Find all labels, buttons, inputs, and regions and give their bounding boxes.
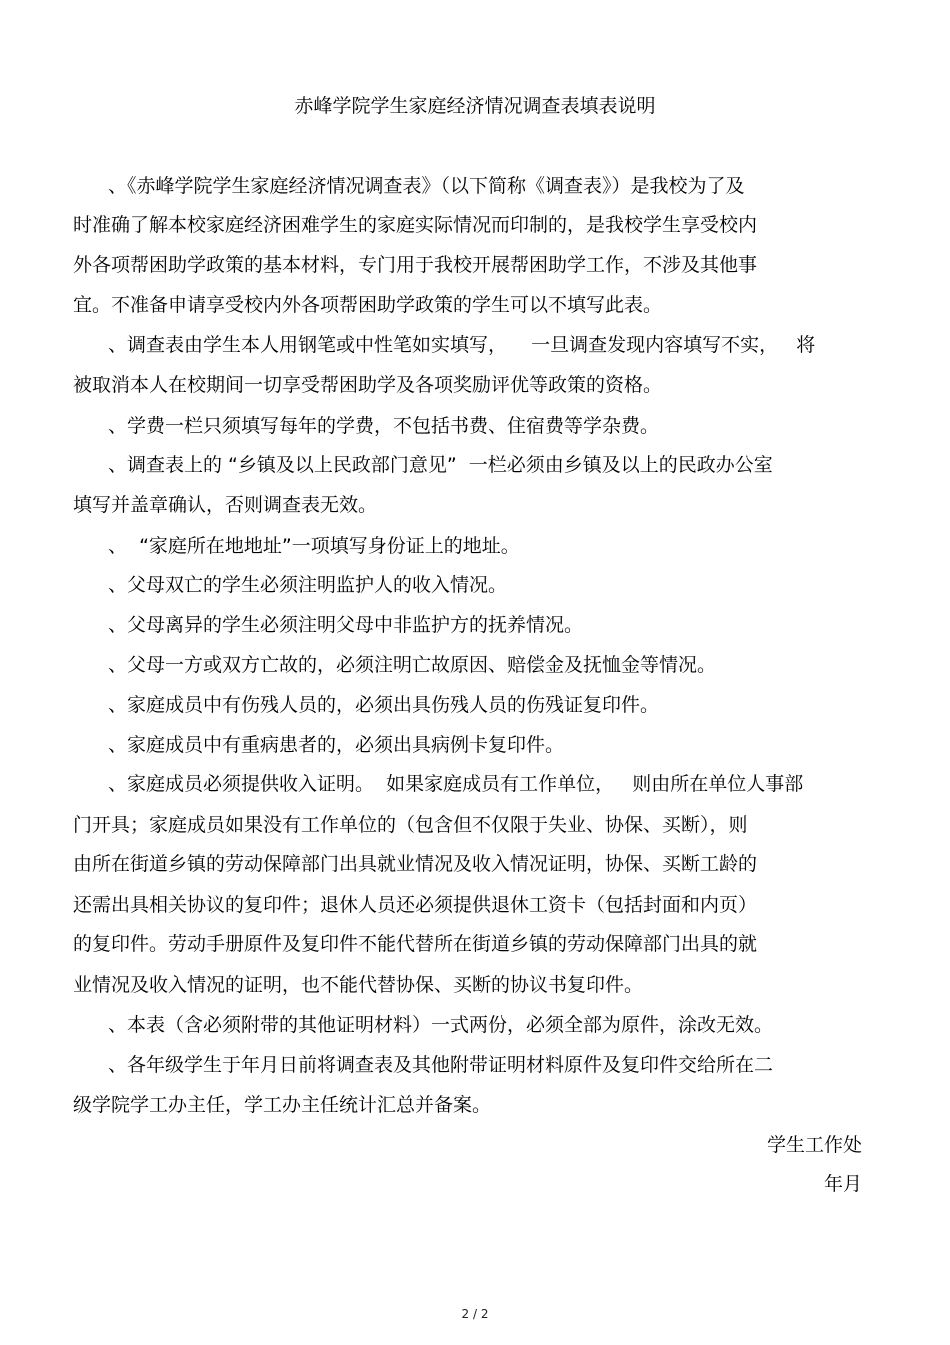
text-line: 填写并盖章确认，否则调查表无效。 — [73, 494, 378, 516]
text-line: 级学院学工办主任，学工办主任统计汇总并备案。 — [73, 1094, 492, 1116]
text-line: 、《赤峰学院学生家庭经济情况调查表》（以下简称《调查表》）是我校为了及 — [108, 175, 745, 197]
document-title: 赤峰学院学生家庭经济情况调查表填表说明 — [294, 95, 656, 117]
signature-date: 年月 — [823, 1173, 862, 1195]
text-line: 被取消本人在校期间一切享受帮困助学及各项奖励评优等政策的资格。 — [73, 374, 663, 396]
page-number: 2 / 2 — [461, 1307, 489, 1321]
text-line: 由所在街道乡镇的劳动保障部门出具就业情况及收入情况证明，协保、买断工龄的 — [73, 853, 758, 875]
text-line: 外各项帮困助学政策的基本材料，专门用于我校开展帮困助学工作，不涉及其他事 — [73, 254, 758, 276]
text-line: 、学费一栏只须填写每年的学费，不包括书费、住宿费等学杂费。 — [108, 415, 660, 437]
text-line: 、 “家庭所在地地址”一项填写身份证上的地址。 — [108, 535, 520, 557]
text-line: 、调查表上的 “乡镇及以上民政部门意见” 一栏必须由乡镇及以上的民政办公室 — [108, 454, 773, 476]
text-line: 、父母一方或双方亡故的，必须注明亡故原因、赔偿金及抚恤金等情况。 — [108, 654, 717, 676]
text-line: 还需出具相关协议的复印件；退休人员还必须提供退休工资卡（包括封面和内页） — [73, 894, 758, 916]
signature-office: 学生工作处 — [766, 1134, 862, 1156]
text-line: 的复印件。劳动手册原件及复印件不能代替所在街道乡镇的劳动保障部门出具的就 — [73, 933, 758, 955]
text-line: 、本表（含必须附带的其他证明材料）一式两份，必须全部为原件，涂改无效。 — [108, 1014, 774, 1036]
text-line: 、各年级学生于年月日前将调查表及其他附带证明材料原件及复印件交给所在二 — [108, 1054, 774, 1076]
text-line: 、调查表由学生本人用钢笔或中性笔如实填写， 一旦调查发现内容填写不实， 将 — [108, 334, 816, 356]
text-line: 、父母离异的学生必须注明父母中非监护方的抚养情况。 — [108, 614, 584, 636]
text-line: 、家庭成员必须提供收入证明。 如果家庭成员有工作单位， 则由所在单位人事部 — [108, 773, 804, 795]
text-line: 时准确了解本校家庭经济困难学生的家庭实际情况而印制的，是我校学生享受校内 — [73, 214, 758, 236]
text-line: 宜。不准备申请享受校内外各项帮困助学政策的学生可以不填写此表。 — [73, 294, 663, 316]
text-line: 业情况及收入情况的证明，也不能代替协保、买断的协议书复印件。 — [73, 974, 644, 996]
text-line: 、家庭成员中有重病患者的，必须出具病例卡复印件。 — [108, 734, 565, 756]
text-line: 、家庭成员中有伤残人员的，必须出具伤残人员的伤残证复印件。 — [108, 694, 660, 716]
text-line: 、父母双亡的学生必须注明监护人的收入情况。 — [108, 574, 508, 596]
text-line: 门开具；家庭成员如果没有工作单位的（包含但不仅限于失业、协保、买断），则 — [73, 814, 748, 836]
